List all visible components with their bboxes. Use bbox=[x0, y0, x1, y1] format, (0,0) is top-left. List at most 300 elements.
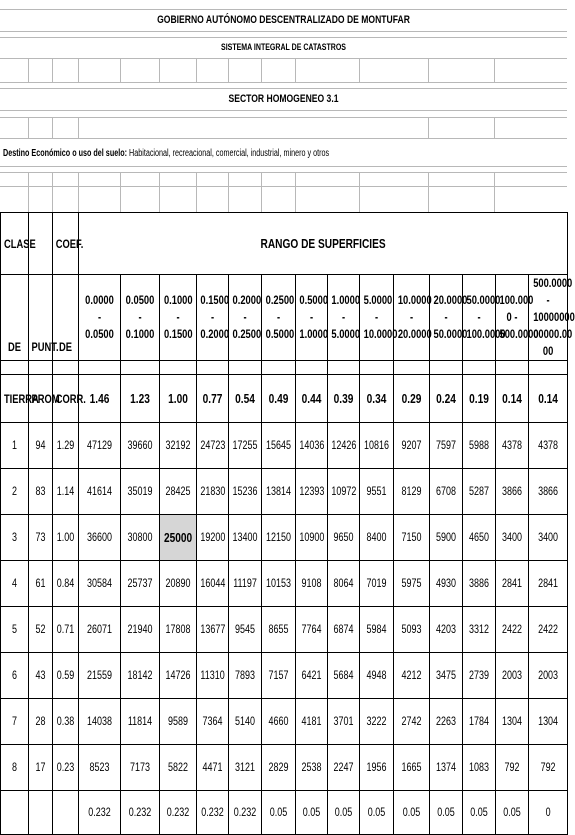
value-cell bbox=[229, 653, 262, 699]
value: 21830 bbox=[200, 485, 226, 498]
value: 20890 bbox=[165, 577, 191, 590]
value-cell bbox=[160, 607, 197, 653]
value-cell bbox=[197, 423, 229, 469]
value-cell bbox=[360, 607, 394, 653]
value-cell bbox=[296, 653, 328, 699]
value-cell bbox=[160, 423, 197, 469]
footer-row bbox=[1, 791, 568, 835]
value: 2263 bbox=[436, 715, 456, 728]
value: 4212 bbox=[401, 669, 422, 682]
value: 7019 bbox=[366, 577, 387, 590]
value: 9589 bbox=[168, 715, 188, 728]
value-cell bbox=[463, 561, 496, 607]
value-cell bbox=[496, 745, 529, 791]
col-tierra-label: TIERRA bbox=[3, 391, 39, 406]
value-cell bbox=[394, 561, 430, 607]
value: 3866 bbox=[502, 485, 522, 498]
value: 13677 bbox=[200, 623, 226, 636]
footer-cell bbox=[79, 791, 121, 835]
table-row bbox=[1, 469, 568, 515]
value-cell bbox=[394, 515, 430, 561]
value: 25000 bbox=[163, 530, 193, 545]
row-clase-cell bbox=[1, 423, 29, 469]
value: 47129 bbox=[87, 439, 112, 452]
value: 4650 bbox=[469, 531, 489, 544]
grid-line bbox=[228, 172, 229, 212]
footer-value: 0.232 bbox=[128, 806, 152, 819]
footer-cell bbox=[394, 791, 430, 835]
range-header-cell bbox=[79, 275, 121, 361]
footer-value: 0 bbox=[545, 806, 551, 819]
value-cell bbox=[430, 423, 463, 469]
range-label: 20.0000 - 50.0000 bbox=[433, 293, 468, 341]
grid-line bbox=[0, 58, 567, 59]
value-cell bbox=[394, 653, 430, 699]
value: 1956 bbox=[366, 761, 387, 774]
col-coef-label: COEF. bbox=[55, 236, 84, 251]
value: 2422 bbox=[502, 623, 522, 636]
value-cell bbox=[394, 745, 430, 791]
value-cell bbox=[529, 515, 568, 561]
value: 2841 bbox=[538, 577, 559, 590]
value-cell bbox=[229, 469, 262, 515]
footer-value: 0.05 bbox=[334, 806, 353, 819]
value: 8523 bbox=[89, 761, 110, 774]
footer-cell bbox=[296, 791, 328, 835]
row-clase-cell bbox=[1, 745, 29, 791]
value: 2739 bbox=[469, 669, 489, 682]
footer-value: 0.05 bbox=[402, 806, 421, 819]
value-cell bbox=[529, 745, 568, 791]
value-cell bbox=[430, 607, 463, 653]
coefficient-value: 0.39 bbox=[333, 391, 354, 406]
spacer-row bbox=[1, 361, 568, 375]
footer-cell bbox=[262, 791, 296, 835]
coefficient-cell bbox=[430, 375, 463, 423]
value: 10816 bbox=[364, 439, 389, 452]
row-corr: 0.84 bbox=[56, 577, 75, 590]
row-corr-cell bbox=[53, 423, 79, 469]
row-punt-cell bbox=[29, 699, 53, 745]
coefficient-value: 1.46 bbox=[89, 391, 110, 406]
value: 21559 bbox=[87, 669, 112, 682]
value: 7364 bbox=[202, 715, 223, 728]
coefficient-cell bbox=[160, 375, 197, 423]
row-corr: 0.59 bbox=[56, 669, 75, 682]
grid-line bbox=[494, 58, 495, 82]
table-row bbox=[1, 423, 568, 469]
grid-line bbox=[196, 58, 197, 82]
value: 10972 bbox=[331, 485, 357, 498]
value-cell bbox=[463, 699, 496, 745]
value-cell bbox=[262, 423, 296, 469]
value-cell bbox=[328, 699, 360, 745]
value-cell bbox=[496, 423, 529, 469]
value-cell bbox=[328, 469, 360, 515]
value: 16044 bbox=[200, 577, 226, 590]
value: 7150 bbox=[401, 531, 422, 544]
row-corr: 1.14 bbox=[56, 485, 75, 498]
value: 792 bbox=[540, 761, 556, 774]
value: 11814 bbox=[127, 715, 153, 728]
row-clase-cell bbox=[1, 469, 29, 515]
col-prom-label: PROM bbox=[31, 391, 60, 406]
coefficient-cell bbox=[121, 375, 160, 423]
document-title: GOBIERNO AUTÓNOMO DESCENTRALIZADO DE MONTUFAR bbox=[157, 14, 410, 26]
grid-line bbox=[0, 138, 567, 139]
range-header-cell bbox=[394, 275, 430, 361]
value: 9545 bbox=[235, 623, 255, 636]
value: 2422 bbox=[538, 623, 559, 636]
value: 26071 bbox=[87, 623, 112, 636]
coefficient-cell bbox=[394, 375, 430, 423]
coefficient-row bbox=[1, 375, 568, 423]
grid-line bbox=[159, 172, 160, 212]
coefficient-cell bbox=[496, 375, 529, 423]
value: 14038 bbox=[87, 715, 112, 728]
value-cell bbox=[394, 607, 430, 653]
range-header-cell bbox=[496, 275, 539, 361]
sector-title: SECTOR HOMOGENEO 3.1 bbox=[228, 93, 339, 105]
row-corr: 1.29 bbox=[56, 439, 75, 452]
value: 4471 bbox=[202, 761, 223, 774]
value: 7597 bbox=[436, 439, 456, 452]
range-header-cell bbox=[296, 275, 328, 361]
land-use-line bbox=[3, 148, 329, 159]
value-cell bbox=[121, 423, 160, 469]
value: 14036 bbox=[299, 439, 325, 452]
value-cell bbox=[262, 561, 296, 607]
value: 6708 bbox=[436, 485, 456, 498]
value: 1374 bbox=[436, 761, 456, 774]
land-use-label: Destino Económico o uso del suelo: bbox=[3, 148, 128, 159]
row-corr-cell bbox=[53, 469, 79, 515]
value-cell bbox=[463, 515, 496, 561]
grid-line bbox=[28, 58, 29, 82]
value-cell bbox=[229, 745, 262, 791]
value: 3400 bbox=[538, 531, 559, 544]
value: 4660 bbox=[268, 715, 289, 728]
footer-cell bbox=[463, 791, 496, 835]
value-cell bbox=[79, 561, 121, 607]
value-cell bbox=[229, 515, 262, 561]
value: 4948 bbox=[366, 669, 387, 682]
coefficient-value: 0.14 bbox=[538, 391, 558, 406]
value-cell bbox=[197, 469, 229, 515]
coefficient-cell bbox=[197, 375, 229, 423]
range-label: 10.0000 - 20.0000 bbox=[397, 293, 432, 341]
value: 5988 bbox=[469, 439, 489, 452]
footer-cell bbox=[121, 791, 160, 835]
value-cell bbox=[79, 607, 121, 653]
row-punt-cell bbox=[29, 423, 53, 469]
footer-value: 0.05 bbox=[503, 806, 521, 819]
row-clase: 1 bbox=[12, 439, 17, 452]
row-punt-cell bbox=[29, 561, 53, 607]
range-header-cell bbox=[430, 275, 468, 361]
footer-empty-cell bbox=[29, 791, 53, 835]
col-de-label: DE bbox=[7, 340, 21, 354]
grid-line bbox=[78, 172, 79, 212]
value: 35019 bbox=[127, 485, 153, 498]
range-label: 0.0000 - 0.0500 bbox=[85, 293, 114, 341]
header-cell bbox=[29, 375, 60, 423]
col-punt-label: PUNT. bbox=[31, 340, 59, 354]
range-label: 0.5000 - 1.0000 bbox=[299, 293, 329, 341]
value-cell bbox=[328, 515, 360, 561]
value-cell bbox=[296, 423, 328, 469]
coefficient-cell bbox=[229, 375, 262, 423]
value: 6874 bbox=[333, 623, 354, 636]
footer-value: 0.05 bbox=[470, 806, 488, 819]
value: 3701 bbox=[333, 715, 354, 728]
grid-line bbox=[428, 58, 429, 82]
footer-cell bbox=[229, 791, 262, 835]
value: 5975 bbox=[401, 577, 422, 590]
coefficient-value: 0.24 bbox=[436, 391, 456, 406]
row-clase: 2 bbox=[12, 485, 17, 498]
document-subtitle: SISTEMA INTEGRAL DE CATASTROS bbox=[221, 42, 346, 52]
value: 5093 bbox=[401, 623, 422, 636]
range-header-cell bbox=[463, 275, 506, 361]
grid-line bbox=[28, 117, 29, 138]
value-cell bbox=[360, 653, 394, 699]
row-clase: 4 bbox=[12, 577, 17, 590]
range-header-cell bbox=[197, 275, 229, 361]
coefficient-cell bbox=[262, 375, 296, 423]
land-use-value: Habitacional, recreacional, comercial, industrial, minero y otros bbox=[129, 148, 330, 159]
header-cell bbox=[29, 275, 59, 361]
value-cell bbox=[430, 745, 463, 791]
value: 1304 bbox=[502, 715, 522, 728]
value-cell bbox=[121, 607, 160, 653]
value-cell bbox=[160, 699, 197, 745]
grid-line bbox=[0, 82, 567, 83]
grid-line bbox=[428, 172, 429, 212]
value: 2003 bbox=[502, 669, 522, 682]
footer-value: 0.232 bbox=[201, 806, 224, 819]
value-cell bbox=[296, 515, 328, 561]
value-cell bbox=[328, 423, 360, 469]
value-cell bbox=[360, 699, 394, 745]
row-punt: 61 bbox=[35, 577, 46, 590]
grid-line bbox=[120, 58, 121, 82]
row-punt: 52 bbox=[35, 623, 46, 636]
header-cell bbox=[53, 375, 86, 423]
range-row bbox=[1, 275, 568, 361]
range-label: 0.2500 - 0.5000 bbox=[265, 293, 295, 341]
value: 11197 bbox=[233, 577, 257, 590]
grid-line bbox=[0, 166, 567, 167]
row-punt: 94 bbox=[35, 439, 46, 452]
range-label: 100.000 0 - 500.0000 bbox=[499, 293, 539, 341]
grid-line bbox=[196, 172, 197, 212]
grid-line bbox=[159, 58, 160, 82]
grid-line bbox=[494, 172, 495, 212]
value: 3475 bbox=[436, 669, 456, 682]
value-cell bbox=[121, 469, 160, 515]
value-cell bbox=[121, 561, 160, 607]
footer-cell bbox=[328, 791, 360, 835]
value-cell bbox=[529, 699, 568, 745]
value-cell bbox=[360, 745, 394, 791]
grid-line bbox=[359, 58, 360, 82]
row-corr-cell bbox=[53, 745, 79, 791]
range-header-cell bbox=[360, 275, 398, 361]
row-clase: 5 bbox=[12, 623, 17, 636]
value: 1784 bbox=[469, 715, 489, 728]
value-cell bbox=[529, 653, 568, 699]
coefficient-value: 1.23 bbox=[130, 391, 150, 406]
footer-cell bbox=[160, 791, 197, 835]
coefficient-value: 0.77 bbox=[202, 391, 223, 406]
range-header-cell bbox=[121, 275, 160, 361]
coefficient-value: 1.00 bbox=[168, 391, 188, 406]
grid-line bbox=[0, 172, 567, 173]
range-header-cell bbox=[529, 275, 575, 361]
grid-line bbox=[120, 172, 121, 212]
value: 41614 bbox=[87, 485, 112, 498]
value: 15236 bbox=[232, 485, 258, 498]
footer-cell bbox=[430, 791, 463, 835]
row-clase: 7 bbox=[12, 715, 17, 728]
range-header-cell bbox=[328, 275, 360, 361]
value-cell bbox=[262, 745, 296, 791]
value-cell bbox=[463, 469, 496, 515]
footer-cell bbox=[496, 791, 529, 835]
grid-line bbox=[0, 37, 567, 38]
value-cell bbox=[496, 561, 529, 607]
value: 25737 bbox=[127, 577, 153, 590]
footer-empty-cell bbox=[53, 791, 79, 835]
row-punt: 43 bbox=[35, 669, 46, 682]
range-header-cell bbox=[160, 275, 197, 361]
value-cell bbox=[121, 699, 160, 745]
value: 5140 bbox=[235, 715, 255, 728]
row-clase: 8 bbox=[12, 761, 17, 774]
coefficient-value: 0.14 bbox=[502, 391, 522, 406]
value-cell bbox=[262, 653, 296, 699]
value-cell bbox=[430, 515, 463, 561]
value-cell bbox=[160, 745, 197, 791]
value-cell bbox=[430, 699, 463, 745]
value: 3886 bbox=[469, 577, 489, 590]
value: 1665 bbox=[401, 761, 422, 774]
grid-line bbox=[0, 117, 567, 118]
value-cell bbox=[394, 699, 430, 745]
value-cell bbox=[496, 515, 529, 561]
value-cell bbox=[328, 561, 360, 607]
value-cell bbox=[79, 653, 121, 699]
grid-line bbox=[28, 172, 29, 212]
range-label: 50.0000 - 100.0000 bbox=[466, 293, 506, 341]
header-cell bbox=[53, 275, 79, 361]
coefficient-value: 0.49 bbox=[268, 391, 289, 406]
table-row bbox=[1, 745, 568, 791]
value-cell bbox=[79, 515, 121, 561]
header-row-top bbox=[1, 213, 568, 275]
row-clase-cell bbox=[1, 653, 29, 699]
value-cell bbox=[430, 561, 463, 607]
value: 36600 bbox=[87, 531, 112, 544]
value-cell bbox=[296, 469, 328, 515]
value: 5287 bbox=[469, 485, 489, 498]
value: 5984 bbox=[366, 623, 387, 636]
value: 10900 bbox=[299, 531, 325, 544]
footer-cell bbox=[529, 791, 568, 835]
value-cell bbox=[496, 469, 529, 515]
range-header-cell bbox=[229, 275, 262, 361]
value: 14726 bbox=[165, 669, 191, 682]
grid-line bbox=[78, 58, 79, 82]
value: 12150 bbox=[266, 531, 291, 544]
value: 2742 bbox=[401, 715, 422, 728]
grid-line bbox=[52, 172, 53, 212]
value: 1304 bbox=[538, 715, 559, 728]
value: 12426 bbox=[331, 439, 357, 452]
value: 12393 bbox=[299, 485, 325, 498]
row-corr: 1.00 bbox=[56, 531, 75, 544]
header-cell bbox=[1, 375, 39, 423]
coefficient-value: 0.44 bbox=[301, 391, 322, 406]
grid-line bbox=[0, 9, 567, 10]
coefficient-cell bbox=[328, 375, 360, 423]
value-cell bbox=[328, 653, 360, 699]
value: 28425 bbox=[165, 485, 191, 498]
value: 3866 bbox=[538, 485, 559, 498]
value-cell bbox=[121, 515, 160, 561]
row-corr-cell bbox=[53, 561, 79, 607]
table-row bbox=[1, 607, 568, 653]
grid-line bbox=[295, 58, 296, 82]
value: 17808 bbox=[165, 623, 191, 636]
value: 5822 bbox=[168, 761, 188, 774]
coefficient-value: 0.19 bbox=[469, 391, 489, 406]
value-cell bbox=[121, 653, 160, 699]
value-cell bbox=[262, 515, 296, 561]
table-row bbox=[1, 699, 568, 745]
value-cell bbox=[360, 423, 394, 469]
value: 5900 bbox=[436, 531, 456, 544]
row-clase: 6 bbox=[12, 669, 17, 682]
row-punt-cell bbox=[29, 745, 53, 791]
grid-line bbox=[228, 58, 229, 82]
value-cell bbox=[394, 469, 430, 515]
value-cell bbox=[360, 515, 394, 561]
table-row bbox=[1, 515, 568, 561]
value: 2841 bbox=[502, 577, 522, 590]
value-cell bbox=[296, 745, 328, 791]
value-cell bbox=[529, 469, 568, 515]
grid-line bbox=[0, 110, 567, 111]
row-punt-cell bbox=[29, 515, 53, 561]
range-label: 1.0000 - 5.0000 bbox=[331, 293, 361, 341]
value-cell bbox=[160, 653, 197, 699]
value-cell bbox=[296, 607, 328, 653]
value-cell bbox=[463, 607, 496, 653]
value: 4930 bbox=[436, 577, 456, 590]
value-cell bbox=[79, 745, 121, 791]
grid-line bbox=[261, 58, 262, 82]
value-cell bbox=[229, 699, 262, 745]
value: 15645 bbox=[266, 439, 291, 452]
value: 18142 bbox=[127, 669, 153, 682]
row-punt: 83 bbox=[35, 485, 46, 498]
range-label: 0.1000 - 0.1500 bbox=[163, 293, 193, 341]
table-row bbox=[1, 653, 568, 699]
value: 4203 bbox=[436, 623, 456, 636]
col-de-label: DE bbox=[58, 340, 72, 354]
